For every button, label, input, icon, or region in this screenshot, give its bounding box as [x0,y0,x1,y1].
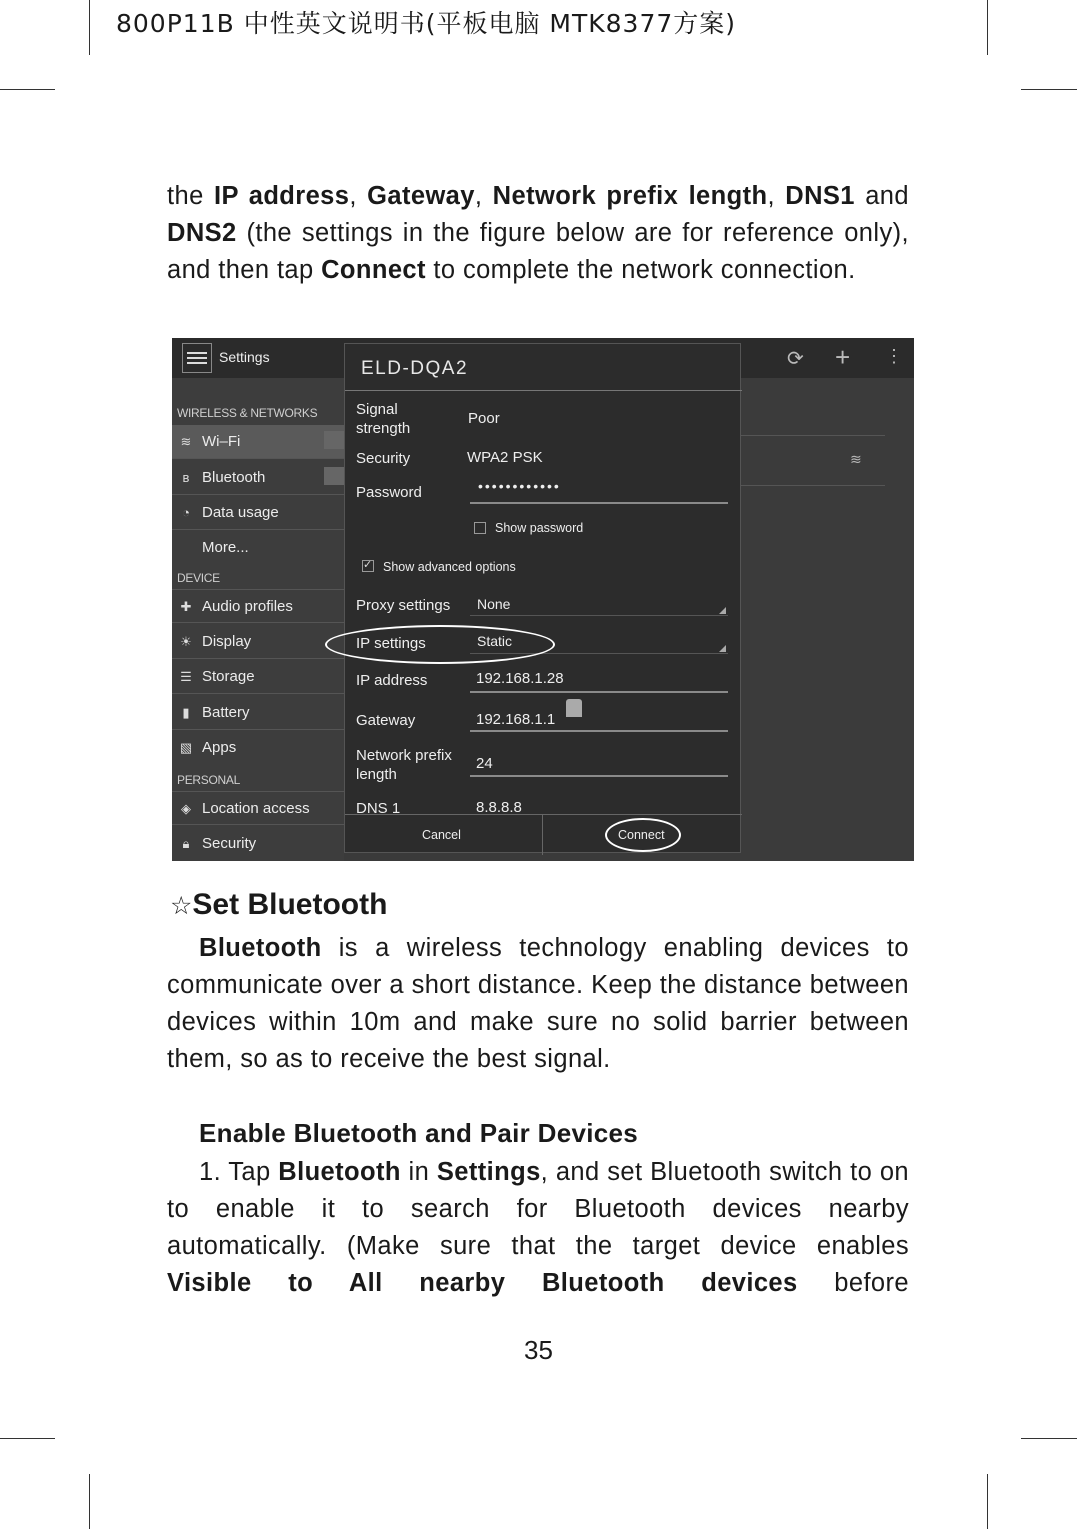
prefix-input[interactable]: 24 [476,755,493,772]
page-number: 35 [524,1335,553,1365]
bold-text: DNS1 [785,182,855,210]
crop-mark [987,1474,988,1529]
crop-mark [0,89,55,90]
signal-value: Poor [468,410,500,427]
gateway-label: Gateway [356,712,416,729]
show-password-checkbox[interactable] [474,522,486,534]
crop-mark [1021,1438,1077,1439]
wifi-config-dialog [344,343,741,853]
sidebar-item-label: Audio profiles [202,598,293,615]
crop-mark [89,1474,90,1529]
section-device: DEVICE [177,571,220,585]
lock-icon: 🔒︎ [182,836,190,851]
sidebar-item-label: Storage [202,668,255,685]
dropdown-arrow-icon [719,607,726,614]
app-title: Settings [219,349,270,365]
bold-text: Settings [436,1158,541,1186]
dns1-input[interactable]: 8.8.8.8 [476,799,522,816]
bold-text: Gateway [367,182,475,210]
dialog-button-bar [345,814,742,855]
sidebar-item-label: Battery [202,704,250,721]
password-label: Password [356,484,422,501]
settings-screenshot [172,338,914,861]
text: and [854,182,909,210]
signal-label: Signal strength [356,401,411,437]
bold-text: IP address [213,182,350,210]
text: , [474,182,493,210]
dropdown-arrow-icon [719,645,726,652]
cancel-button[interactable]: Cancel [422,828,461,842]
add-network-icon[interactable]: + [835,342,851,372]
sidebar-item-apps[interactable] [172,731,344,765]
prefix-underline [470,775,728,777]
sidebar-item-security[interactable] [172,827,344,861]
bold-text: Connect [321,256,426,284]
ip-settings-dropdown[interactable]: Static [477,633,513,649]
text: 1. Tap [199,1158,279,1186]
page-header: 800P11B 中性英文说明书(平板电脑 MTK8377方案) [116,9,737,38]
sidebar-item-label: Apps [202,739,237,756]
bold-text: Bluetooth [278,1158,401,1186]
ip-address-input[interactable]: 192.168.1.28 [476,670,564,687]
text: is a wireless technology enabling devices to communicate over a short distance. Keep the distance between devices within 10m and make sure no solid barrier between them, so as to receive the best signal. [167,934,909,1073]
data-usage-icon: ◔ [182,505,190,520]
text: in [400,1158,437,1186]
prefix-label: Network prefix length [356,747,452,783]
storage-icon: ☰ [180,669,192,684]
sidebar-item-audio[interactable] [172,589,344,623]
location-icon: ◈ [181,801,191,816]
dns1-label: DNS 1 [356,800,401,817]
sidebar-item-wifi[interactable] [172,425,344,459]
proxy-label: Proxy settings [356,597,451,614]
ip-address-label: IP address [356,672,428,689]
text: to complete the network connection. [425,256,856,284]
password-underline [470,502,728,504]
show-advanced-label: Show advanced options [383,560,516,574]
sidebar-item-label: More... [202,539,249,556]
proxy-underline [470,615,728,616]
text: before [797,1269,909,1297]
password-field[interactable]: •••••••••••• [478,478,561,494]
settings-sidebar [172,378,344,861]
sidebar-item-label: Location access [202,800,310,817]
security-value: WPA2 PSK [467,449,543,466]
section-personal: PERSONAL [177,773,240,787]
section-heading [170,888,387,922]
text: , [349,182,368,210]
proxy-dropdown[interactable]: None [477,596,511,612]
refresh-wifi-icon[interactable]: ⟳ [787,348,804,370]
section-title: Set Bluetooth [192,888,388,921]
bluetooth-icon: ʙ [182,470,190,485]
dialog-title: ELD-DQA2 [361,358,469,379]
sidebar-item-label: Display [202,633,252,650]
crop-mark [1021,89,1077,90]
sidebar-item-location[interactable] [172,791,344,825]
gateway-input[interactable]: 192.168.1.1 [476,711,556,728]
subheading: Enable Bluetooth and Pair Devices [199,1118,639,1148]
text: , and set Bluetooth switch to on to enable it to search for Bluetooth devices nearby automatically. (Make sure that the target device enables [167,1158,910,1260]
show-advanced-checkbox[interactable]: ✓ [363,559,373,571]
ip-settings-label: IP settings [356,635,426,652]
bold-text: Visible to All nearby Bluetooth devices [167,1269,798,1297]
bluetooth-paragraph [167,930,909,1078]
gateway-underline [470,730,728,732]
audio-icon: ✚ [180,599,192,614]
sidebar-item-label: Bluetooth [202,469,266,486]
text: , [767,182,786,210]
settings-icon[interactable] [182,343,212,373]
bold-text: Network prefix length [492,182,768,210]
sidebar-item-label: Data usage [202,504,279,521]
wifi-list-pane [740,378,914,861]
intro-paragraph [167,178,909,289]
highlight-circle [325,625,555,664]
sidebar-item-battery[interactable] [172,696,344,730]
display-icon: ☀ [180,634,192,649]
section-wireless: WIRELESS & NETWORKS [177,406,318,420]
highlight-circle [605,818,681,852]
battery-icon: ▮ [182,705,190,720]
bold-text: DNS2 [167,219,237,247]
text: the [167,182,214,210]
divider [345,390,742,391]
wifi-signal-icon[interactable]: ≋ [850,451,862,467]
overflow-menu-icon[interactable]: ⋮ [885,346,903,366]
bold-text: Bluetooth [199,934,322,962]
step-1-paragraph [167,1154,909,1302]
wifi-toggle[interactable] [324,431,344,449]
sidebar-item-data-usage[interactable] [172,496,344,530]
crop-mark [0,1438,55,1439]
apps-icon: ▧ [179,740,193,755]
sidebar-item-bluetooth[interactable] [172,461,344,495]
star-icon: ☆ [170,891,193,920]
bluetooth-toggle[interactable] [324,467,344,485]
sidebar-item-label: Wi–Fi [202,433,241,450]
sidebar-item-storage[interactable] [172,660,344,694]
sidebar-item-more[interactable] [172,531,344,565]
sidebar-item-display[interactable] [172,625,344,659]
text: (the settings in the figure below are for reference only), and then tap [167,219,909,284]
wifi-icon: ≋ [180,434,192,449]
sidebar-item-label: Security [202,835,257,852]
crop-mark [89,0,90,55]
text-cursor-handle[interactable] [566,699,582,717]
ip-underline [470,691,728,693]
security-label: Security [356,450,411,467]
crop-mark [987,0,988,55]
connect-button[interactable]: Connect [618,828,665,842]
show-password-label: Show password [495,521,584,535]
